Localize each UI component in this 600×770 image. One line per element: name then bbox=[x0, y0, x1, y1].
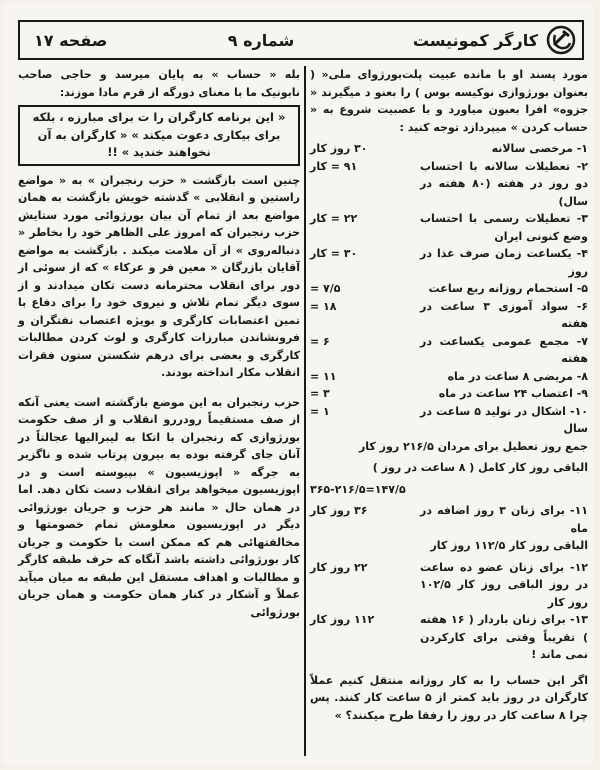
page bbox=[4, 4, 594, 764]
list-item: ۶- سواد آموزی ۳ ساعت در هفته ۱۸ = bbox=[310, 299, 589, 330]
list-item: ۱۲- برای زنان عضو ده ساعت در روز الباقی روز کار ۱۰۲/۵ روز کار ۲۲ روز کار bbox=[310, 560, 588, 609]
list-item: ۱۳- برای زنان باردار ( ۱۶ هفته ) تقریباً وقتی برای کارکردن نمی ماند ! ۱۱۲ روز کار bbox=[310, 613, 588, 661]
total-line: جمع روز تعطیل برای مردان ۲۱۶/۵ روز کار bbox=[358, 439, 588, 453]
masthead bbox=[18, 20, 584, 60]
left-p1: بله « حساب » به پایان میرسد و حاجی صاحب نابونیک ما با معنای دورگه از قرم مادا موزند: bbox=[18, 68, 300, 99]
list-item: ۳- تعطیلات رسمی با احتساب وضع کنونی ایران ۲۲ = کار bbox=[310, 212, 588, 243]
left-p2: چنین است بازگشت « حزب رنجبران » به « مواضع راستین و انقلابی » گذشته خویش بازگشت به همان مواضع بعد از تمام آن بیان بورژوائی مورد ستایش حزب رنجبران که امروز علی الظاهر خود را بخاطر « دنباله‌روی » از آن ملامت میکند . بازگشت به مواضع آقایان بازرگان « معین فر و عرکاء » که از سوئی از دور برای انقلاب محترمانه دست تکان میدادند و از سوی دیگر تمام تلاش و نیروی خود را برای دفاع با تمین اعتصابات کارگری و بویژه اعتصاب نفتگران و فرونشاندن مبارزات کارگری و لوث کردن مطالبات کارگری و بعضی برای درهم شکستن ستون فقرات انقلاب مکار انداخته بودند. bbox=[18, 173, 300, 379]
list-item: ۹- اعتصاب ۲۴ ساعت در ماه ۳ = bbox=[310, 387, 588, 400]
remaining-line: الباقی روز کار کامل ( ۸ ساعت در روز ) bbox=[372, 461, 588, 474]
column-divider bbox=[304, 66, 306, 756]
list-item: ۸- مریضی ۸ ساعت در ماه ۱۱ = bbox=[310, 369, 588, 383]
closing-paragraph: اگر این حساب را به کار روزانه منتقل کنیم عملاً کارگران در روز باید کمتر از ۵ ساعت کار کنند. پس چرا ۸ ساعت کار در روز را رفقا طرح میکنند؟ » bbox=[310, 673, 588, 722]
left-column bbox=[18, 66, 300, 625]
formula: ۳۶۵-۲۱۶/۵=۱۴۷/۵ bbox=[310, 482, 406, 496]
publication-title: کارگر کمونیست bbox=[412, 30, 538, 50]
list-item: ۱۱- برای زنان ۳ روز اضافه در ماه ۳۶ روز کار bbox=[310, 504, 588, 535]
list-item: ۷- مجمع عمومی یکساعت در هفته ۶ = bbox=[310, 334, 588, 365]
list-item: ۱- مرخصی سالانه ۳۰ روز کار bbox=[310, 142, 588, 155]
women-remaining: الباقی روز کار ۱۱۲/۵ روز کار bbox=[430, 539, 588, 552]
right-intro: مورد پسند او با مانده عبیت پلت‌بورژوای ملی« ( بعنوان بورژوازی نوکیسه بوس ) را بعنو د میگیرند « جزوه» افرا بعبون میاورد و با عصبیت شروع به « حساب کردن » میپردازد توجه کنید : bbox=[310, 68, 588, 134]
right-column bbox=[310, 66, 588, 728]
boxed-quote: « این برنامه کارگران را ت برای مبارزه ، بلکه برای بیکاری دعوت میکند » « کارگران به آن نخواهند خندید » !! bbox=[18, 105, 300, 166]
list-item: ۴- یکساعت زمان صرف غذا در روز ۳۰ = کار bbox=[310, 247, 588, 278]
hammer-sickle-icon bbox=[546, 25, 576, 55]
left-p3: حزب رنجبران به این موضع بازگشته است یعنی آنکه از صف مستقیماً رودررو انقلاب و از صف حکومت بورژوازی که رنجبران با اتکا به لیبرالیها عجالتاً در آنان جای گرفته بوده به بیرون پرتاب شده و ناگزیر به جرگه « اپوزیسیون » بپیوسته است و در اپوزیسیون میخواهد برای انقلاب دست تکان دهد. اما در همان حال « مانند هر حزب و جریان بورژوائی دیگر در اپوزیسیون معلومش تمام خصومتها و مخالفتهائی هم که ممکن است با حکومت و جریان کار بورژوائی داشته باشد آنگاه که حرف طبقه کارگر و مطالبات و اهداف مستقل این طبقه به میان میآید عملاً و آشکار در کنار همان حکومت و همان جریان بورژوائی bbox=[18, 395, 300, 619]
list-item: ۲- تعطیلات سالانه با احتساب دو روز در هفته (۸۰ هفته در سال) ۹۱ = کار bbox=[310, 159, 588, 208]
spacer bbox=[310, 664, 588, 672]
spacer bbox=[18, 386, 300, 394]
list-item: ۵- استحمام روزانه ربع ساعت ۷/۵ = bbox=[310, 282, 588, 295]
issue-number: شماره ۹ bbox=[227, 30, 295, 50]
page-number: صفحه ۱۷ bbox=[34, 30, 108, 50]
calc-list bbox=[310, 140, 588, 438]
list-item: ۱۰- اشکال در تولید ۵ ساعت در سال ۱ = bbox=[310, 404, 588, 435]
